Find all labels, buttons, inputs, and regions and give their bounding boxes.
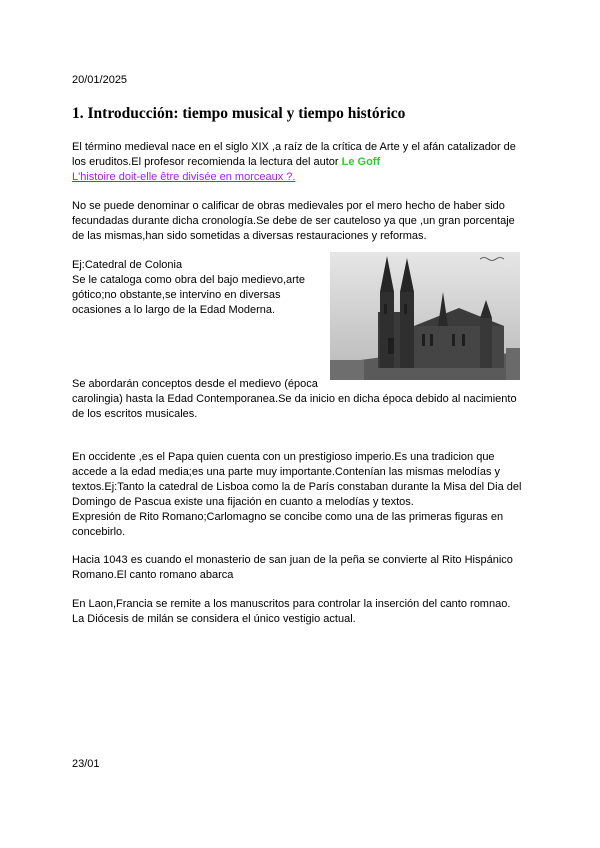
intro-line-2-text: los eruditos.El profesor recomienda la lectura del autor [72,156,342,168]
para2-line-2: fecundadas durante dicha cronología.Se debe de ser cauteloso ya que ,un gran porcentaje [72,215,515,227]
cathedral-image [330,252,520,380]
para4-line-4: Domingo de Pascua existe una fijación en cuanto a melodías y textos. [72,496,414,508]
header-date: 20/01/2025 [72,74,128,86]
intro-line-1: El término medieval nace en el siglo XIX ,a raíz de la crítica de Arte y el afán catalizador de [72,141,516,153]
para3-line-3: de los escritos musicales. [72,408,198,420]
para4-line-5: Expresión de Rito Romano;Carlomagno se concibe como una de las primeras figuras en [72,511,504,523]
example-line-2: Se le cataloga como obra del bajo medievo,arte [72,274,305,286]
author-name: Le Goff [341,156,381,168]
para4-line-3: textos.Ej:Tanto la catedral de Lisboa como la de París constaban durante la Misa del Dia del [72,481,522,493]
para3-line-1: Se abordarán conceptos desde el medievo (época [72,378,318,390]
para6-line-1: En Laon,Francia se remite a los manuscritos para controlar la inserción del canto romnao. [72,598,511,610]
example-line-3: gótico;no obstante,se intervino en diversas [72,289,281,301]
para6-line-2: La Diócesis de milán se considera el único vestigio actual. [72,613,356,625]
book-link[interactable]: L'histoire doit-elle être divisée en morceaux ?. [72,171,296,183]
para2-line-1: No se puede denominar o calificar de obras medievales por el mero hecho de haber sido [72,200,505,212]
para4-line-6: concebirlo. [72,526,126,538]
para4-line-1: En occidente ,es el Papa quien cuenta con un prestigioso imperio.Es una tradicion que [72,451,495,463]
section-title: 1. Introducción: tiempo musical y tiempo histórico [72,105,406,122]
footer-date: 23/01 [72,758,100,770]
example-line-1: Ej:Catedral de Colonia [72,259,183,271]
example-line-4: ocasiones a lo largo de la Edad Moderna. [72,304,276,316]
intro-line-2 [72,155,380,170]
para2-line-3: de las mismas,han sido sometidas a diversas restauraciones y reformas. [72,230,427,242]
para5-line-1: Hacia 1043 es cuando el monasterio de san juan de la peña se convierte al Rito Hispánico [72,554,513,566]
para4-line-2: accede a la edad media;es una parte muy importante.Contenían las mismas melodías y [72,466,501,478]
para5-line-2: Romano.El canto romano abarca [72,569,234,581]
para3-line-2: carolingia) hasta la Edad Contemporanea.Se da inicio en dicha época debido al nacimiento [72,393,517,405]
